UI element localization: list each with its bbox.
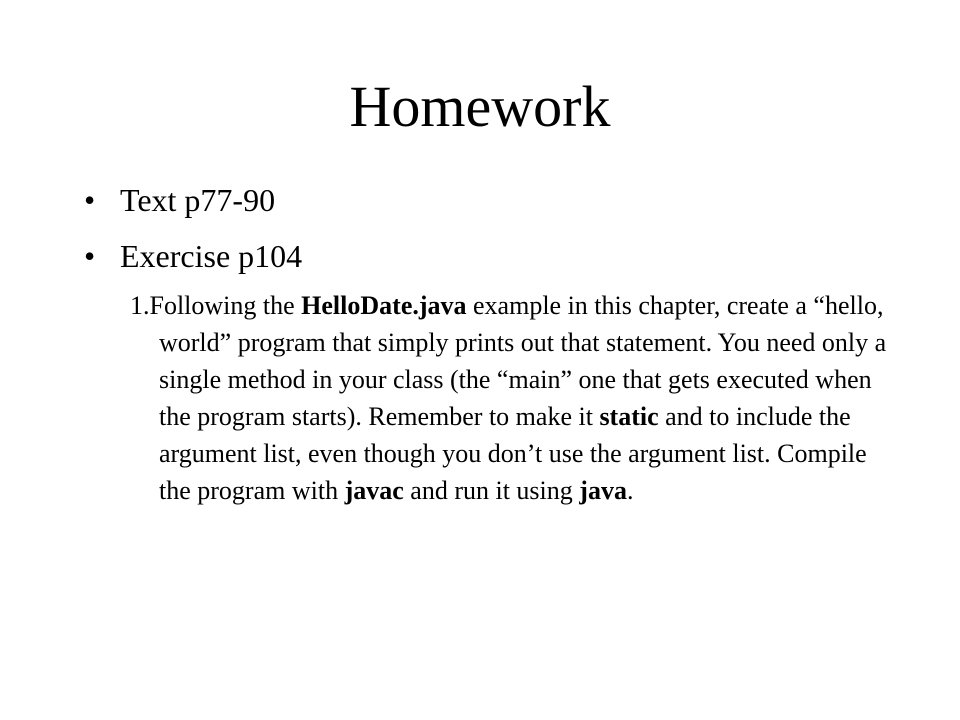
exercise-command-javac: javac bbox=[344, 476, 404, 505]
exercise-text-3: and to include the argument list, even though you don’t use the argument list. Compile the program with bbox=[159, 402, 867, 505]
exercise-text-4: and run it using bbox=[403, 476, 580, 505]
slide-title: Homework bbox=[349, 74, 611, 139]
exercise-text-1: 1.Following the bbox=[130, 291, 302, 320]
exercise-text-2: example in this chapter, create a “hello, world” program that simply prints out that statement. You need only a single method in your class (the “main” one that gets executed when the program starts). Remember to make it bbox=[159, 291, 887, 431]
bullet-label: Text p77-90 bbox=[120, 182, 276, 218]
bullet-list bbox=[84, 180, 884, 292]
bullet-exercise bbox=[84, 236, 884, 276]
bullet-icon: • bbox=[84, 182, 96, 218]
exercise-command-java: java bbox=[579, 476, 627, 505]
exercise-filename: HelloDate.java bbox=[301, 291, 467, 320]
exercise-keyword-static: static bbox=[599, 402, 659, 431]
bullet-icon: • bbox=[84, 238, 96, 274]
exercise-text-5: . bbox=[626, 476, 634, 505]
bullet-text-reading bbox=[84, 180, 884, 220]
bullet-label: Exercise p104 bbox=[120, 238, 303, 274]
exercise-description bbox=[130, 287, 890, 509]
exercise-paragraph bbox=[130, 287, 890, 509]
